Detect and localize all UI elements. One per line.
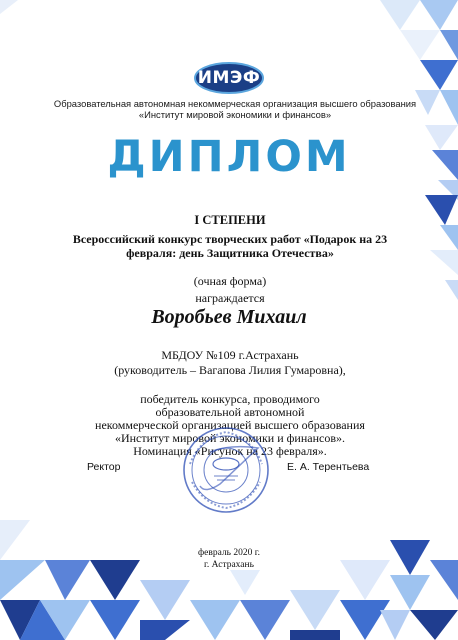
winner-line: победитель конкурса, проводимого bbox=[140, 392, 320, 406]
winner-line: «Институт мировой экономики и финансов». bbox=[114, 431, 346, 445]
signature-name: Е. А. Терентьева bbox=[287, 461, 370, 473]
top-left-triangle bbox=[0, 0, 18, 14]
diploma-title: ДИПЛОМ bbox=[107, 132, 351, 182]
bottom-triangle-pattern bbox=[0, 520, 458, 640]
institute-logo bbox=[194, 62, 264, 94]
school-line1: МБДОУ №109 г.Астрахань bbox=[161, 348, 299, 362]
issue-city: г. Астрахань bbox=[204, 560, 254, 570]
organization-name-line1: Образовательная автономная некоммерческая организация высшего образования bbox=[53, 98, 417, 109]
awarded-label: награждается bbox=[195, 291, 265, 305]
issue-date: февраль 2020 г. bbox=[198, 548, 260, 558]
organization-name-line2: «Институт мировой экономики и финансов» bbox=[138, 109, 332, 120]
signature-role: Ректор bbox=[87, 461, 121, 473]
winner-line: Номинация «Рисунок на 23 февраля». bbox=[133, 444, 327, 458]
logo-text: ИМЭФ bbox=[197, 68, 261, 88]
recipient-name: Воробьев Михаил bbox=[151, 306, 307, 328]
school-line2: (руководитель – Вагапова Лилия Гумаровна), bbox=[114, 363, 346, 377]
form-of-study: (очная форма) bbox=[193, 274, 267, 288]
winner-line: некоммерческой организацией высшего образования bbox=[95, 418, 365, 432]
degree-heading: I СТЕПЕНИ bbox=[194, 213, 266, 227]
institute-seal-stamp bbox=[180, 424, 272, 516]
winner-line: образовательной автономной bbox=[155, 405, 305, 419]
contest-title-line2: февраля: день Защитника Отечества» bbox=[126, 246, 334, 260]
contest-title-line1: Всероссийский конкурс творческих работ «Подарок на 23 bbox=[72, 232, 388, 246]
